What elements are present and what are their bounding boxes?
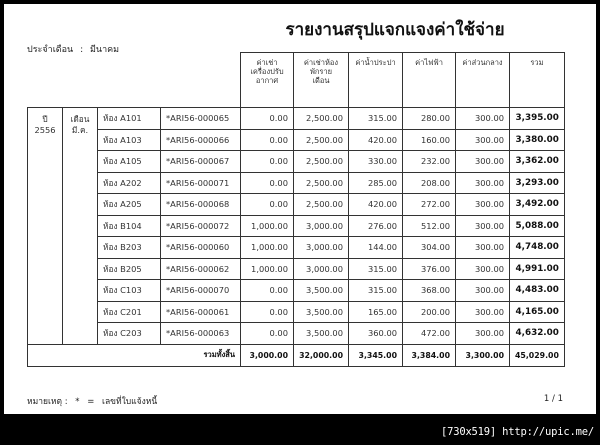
cell-electric: 232.00 xyxy=(403,151,456,173)
total-water: 3,345.00 xyxy=(349,344,403,366)
cell-row-total: 4,483.00 xyxy=(510,280,565,302)
cell-electric: 304.00 xyxy=(403,237,456,259)
cell-invoice-number: *ARI56-000062 xyxy=(161,258,241,280)
cell-invoice-number: *ARI56-000068 xyxy=(161,194,241,216)
expense-summary-table xyxy=(27,52,565,367)
header-room-rent: ค่าเช่าห้อง พักราย เดือน xyxy=(294,53,349,108)
cell-room: ห้อง A103 xyxy=(98,129,161,151)
cell-room-rent: 3,500.00 xyxy=(294,301,349,323)
grand-total-row xyxy=(28,344,565,366)
cell-room-rent: 2,500.00 xyxy=(294,194,349,216)
cell-room: ห้อง A101 xyxy=(98,108,161,130)
cell-electric: 280.00 xyxy=(403,108,456,130)
table-row xyxy=(28,237,565,259)
table-row xyxy=(28,215,565,237)
cell-row-total: 4,748.00 xyxy=(510,237,565,259)
month-separator: : xyxy=(80,45,84,55)
cell-invoice-number: *ARI56-000065 xyxy=(161,108,241,130)
table-row xyxy=(28,129,565,151)
cell-row-total: 3,380.00 xyxy=(510,129,565,151)
cell-room: ห้อง A202 xyxy=(98,172,161,194)
cell-invoice-number: *ARI56-000070 xyxy=(161,280,241,302)
year-cell xyxy=(28,108,63,345)
cell-common-fee: 300.00 xyxy=(456,215,510,237)
cell-room-rent: 2,500.00 xyxy=(294,129,349,151)
cell-aircon-rent: 0.00 xyxy=(241,280,294,302)
total-row-total: 45,029.00 xyxy=(510,344,565,366)
cell-row-total: 3,362.00 xyxy=(510,151,565,173)
cell-water: 420.00 xyxy=(349,194,403,216)
header-water: ค่าน้ำประปา xyxy=(349,53,403,108)
table-row xyxy=(28,323,565,345)
cell-invoice-number: *ARI56-000063 xyxy=(161,323,241,345)
cell-common-fee: 300.00 xyxy=(456,151,510,173)
cell-room: ห้อง A205 xyxy=(98,194,161,216)
header-electric: ค่าไฟฟ้า xyxy=(403,53,456,108)
watermark: [730x519] http://upic.me/ xyxy=(440,426,594,438)
cell-common-fee: 300.00 xyxy=(456,323,510,345)
year-label: ปี xyxy=(42,114,48,124)
month-label: ประจำเดือน xyxy=(27,45,74,55)
cell-row-total: 4,165.00 xyxy=(510,301,565,323)
cell-water: 144.00 xyxy=(349,237,403,259)
cell-room-rent: 3,000.00 xyxy=(294,237,349,259)
cell-water: 315.00 xyxy=(349,258,403,280)
table-row xyxy=(28,258,565,280)
table-row xyxy=(28,280,565,302)
cell-aircon-rent: 0.00 xyxy=(241,194,294,216)
cell-aircon-rent: 0.00 xyxy=(241,172,294,194)
cell-common-fee: 300.00 xyxy=(456,237,510,259)
cell-water: 330.00 xyxy=(349,151,403,173)
cell-water: 420.00 xyxy=(349,129,403,151)
cell-water: 165.00 xyxy=(349,301,403,323)
header-common-fee: ค่าส่วนกลาง xyxy=(456,53,510,108)
cell-common-fee: 300.00 xyxy=(456,194,510,216)
year-value: 2556 xyxy=(34,125,56,135)
cell-aircon-rent: 0.00 xyxy=(241,151,294,173)
note-equals: = xyxy=(87,397,95,407)
cell-room: ห้อง C103 xyxy=(98,280,161,302)
cell-invoice-number: *ARI56-000067 xyxy=(161,151,241,173)
report-page xyxy=(4,4,596,414)
cell-common-fee: 300.00 xyxy=(456,258,510,280)
cell-room: ห้อง A105 xyxy=(98,151,161,173)
cell-row-total: 3,395.00 xyxy=(510,108,565,130)
cell-room-rent: 3,500.00 xyxy=(294,280,349,302)
cell-water: 315.00 xyxy=(349,108,403,130)
total-aircon-rent: 3,000.00 xyxy=(241,344,294,366)
cell-room: ห้อง B203 xyxy=(98,237,161,259)
cell-common-fee: 300.00 xyxy=(456,108,510,130)
cell-aircon-rent: 0.00 xyxy=(241,323,294,345)
cell-room-rent: 3,000.00 xyxy=(294,215,349,237)
cell-room-rent: 3,000.00 xyxy=(294,258,349,280)
cell-common-fee: 300.00 xyxy=(456,129,510,151)
report-title: รายงานสรุปแจกแจงค่าใช้จ่าย xyxy=(285,20,505,40)
total-room-rent: 32,000.00 xyxy=(294,344,349,366)
cell-invoice-number: *ARI56-000066 xyxy=(161,129,241,151)
cell-water: 285.00 xyxy=(349,172,403,194)
cell-invoice-number: *ARI56-000072 xyxy=(161,215,241,237)
cell-room: ห้อง C203 xyxy=(98,323,161,345)
total-electric: 3,384.00 xyxy=(403,344,456,366)
footer-note xyxy=(27,394,162,408)
month-value: มีนาคม xyxy=(89,45,120,55)
cell-aircon-rent: 1,000.00 xyxy=(241,215,294,237)
cell-invoice-number: *ARI56-000060 xyxy=(161,237,241,259)
cell-water: 360.00 xyxy=(349,323,403,345)
note-symbol: * xyxy=(75,397,80,407)
table-row xyxy=(28,172,565,194)
table-row xyxy=(28,301,565,323)
total-common-fee: 3,300.00 xyxy=(456,344,510,366)
cell-common-fee: 300.00 xyxy=(456,301,510,323)
cell-aircon-rent: 1,000.00 xyxy=(241,258,294,280)
month-cell-label: เดือน xyxy=(70,114,90,124)
cell-aircon-rent: 1,000.00 xyxy=(241,237,294,259)
note-text: เลขที่ใบแจ้งหนี้ xyxy=(102,397,158,407)
cell-electric: 472.00 xyxy=(403,323,456,345)
cell-electric: 368.00 xyxy=(403,280,456,302)
cell-electric: 160.00 xyxy=(403,129,456,151)
cell-electric: 200.00 xyxy=(403,301,456,323)
cell-aircon-rent: 0.00 xyxy=(241,301,294,323)
cell-common-fee: 300.00 xyxy=(456,280,510,302)
cell-room-rent: 2,500.00 xyxy=(294,151,349,173)
note-label: หมายเหตุ : xyxy=(27,397,68,407)
cell-invoice-number: *ARI56-000071 xyxy=(161,172,241,194)
header-total: รวม xyxy=(510,53,565,108)
table-header-row xyxy=(28,53,565,108)
cell-electric: 208.00 xyxy=(403,172,456,194)
cell-water: 276.00 xyxy=(349,215,403,237)
table-row xyxy=(28,194,565,216)
cell-row-total: 4,991.00 xyxy=(510,258,565,280)
month-cell xyxy=(63,108,98,345)
month-cell-value: มี.ค. xyxy=(71,125,89,135)
cell-row-total: 3,492.00 xyxy=(510,194,565,216)
cell-row-total: 4,632.00 xyxy=(510,323,565,345)
header-spacer xyxy=(28,53,241,108)
cell-electric: 272.00 xyxy=(403,194,456,216)
cell-room-rent: 2,500.00 xyxy=(294,108,349,130)
cell-electric: 512.00 xyxy=(403,215,456,237)
cell-room-rent: 3,500.00 xyxy=(294,323,349,345)
cell-electric: 376.00 xyxy=(403,258,456,280)
header-aircon-rent: ค่าเช่า เครื่องปรับ อากาศ xyxy=(241,53,294,108)
grand-total-label: รวมทั้งสิ้น xyxy=(28,344,241,366)
cell-aircon-rent: 0.00 xyxy=(241,129,294,151)
cell-room: ห้อง B104 xyxy=(98,215,161,237)
cell-room-rent: 2,500.00 xyxy=(294,172,349,194)
cell-invoice-number: *ARI56-000061 xyxy=(161,301,241,323)
cell-row-total: 3,293.00 xyxy=(510,172,565,194)
cell-aircon-rent: 0.00 xyxy=(241,108,294,130)
page-indicator: 1 / 1 xyxy=(543,394,563,404)
cell-room: ห้อง B205 xyxy=(98,258,161,280)
cell-water: 315.00 xyxy=(349,280,403,302)
cell-row-total: 5,088.00 xyxy=(510,215,565,237)
table-row xyxy=(28,151,565,173)
cell-room: ห้อง C201 xyxy=(98,301,161,323)
cell-common-fee: 300.00 xyxy=(456,172,510,194)
table-row xyxy=(28,108,565,130)
